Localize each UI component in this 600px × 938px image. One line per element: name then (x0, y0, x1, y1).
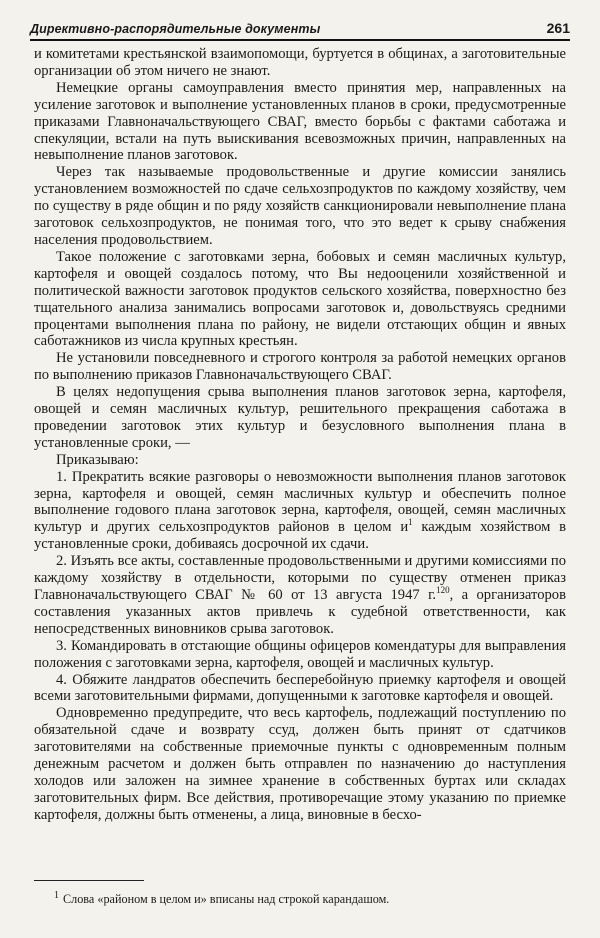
paragraph: Не установили повседневного и строгого контроля за работой немецких органов по выполнению приказов Главноначальствующего СВАГ. (34, 350, 566, 384)
header-rule (30, 39, 570, 41)
order-item-4: 4. Обяжите ландратов обеспечить бесперебойную приемку картофеля и овощей всеми заготовительными фирмами, допущенными к заготовке картофеля и овощей. (34, 671, 566, 705)
footnote (54, 888, 566, 907)
running-title: Директивно-распорядительные документы (30, 22, 321, 36)
endnote-ref: 120 (436, 585, 450, 596)
paragraph: Такое положение с заготовками зерна, бобовых и семян масличных культур, картофеля и овощей создалось потому, что Вы недооценили хозяйственной и политической важности заготовок продуктов сельского хозяйства, поверхностно без тщательного анализа занимались вопросами заготовок и, довольствуясь средними процентами выполнения плана по району, не видели отстающих общин и явных саботажников из числа крупных крестьян. (34, 248, 566, 350)
body-text (34, 46, 566, 824)
paragraph: Немецкие органы самоуправления вместо принятия мер, направленных на усиление заготовок и выполнение установленных планов в сроки, предусмотренные приказами Главноначальствующего СВАГ, вместо борьбы с фактами саботажа и спекуляции, встали на путь выискивания всевозможных причин, направленных на невыполнение планов заготовок. (34, 79, 566, 164)
footnote-rule (34, 880, 144, 881)
page-number: 261 (546, 20, 570, 36)
page-header (30, 16, 570, 36)
footnote-ref: 1 (408, 517, 413, 528)
footnote-marker: 1 (54, 890, 59, 901)
paragraph: и комитетами крестьянской взаимопомощи, буртуется в общинах, а заготовительные организации об этом ничего не знают. (34, 46, 566, 79)
paragraph: Приказываю: (56, 451, 139, 468)
paragraph: В целях недопущения срыва выполнения планов заготовок зерна, картофеля, овощей и семян масличных культур, решительного прекращения саботажа в проведении заготовок этих культур и безусловного выполнения плана в установленные сроки, — (34, 384, 566, 451)
order-item-1: 1. Прекратить всякие разговоры о невозможности выполнения планов заготовок зерна, картофеля и овощей, семян масличных культур и обеспечить полное выполнение годового плана заготовок зерна, картофеля, овощей, семян масличных культур и других сельхозпродуктов районов в целом $и^1$ каждым хозяйством в установленные сроки, добиваясь досрочной их сдачи. (34, 468, 566, 553)
paragraph: Одновременно предупредите, что весь картофель, подлежащий поступлению по обязательной сдаче и возврату ссуд, должен быть принят от сдатчиков заготовителями на собственные приемочные пункты с одновременным полным денежным расчетом и должен быть отправлен по назначению до наступления холодов или заложен на зимнее хранение в собственных буртах или складах заготовительных фирм. Все действия, противоречащие этому указанию по приемке картофеля, должны быть отменены, а лица, виновные в бесхо- (34, 705, 566, 823)
order-item-3: 3. Командировать в отстающие общины офицеров комендатуры для выправления положения с заготовками зерна, картофеля, овощей и масличных культур. (34, 637, 566, 671)
footnote-text: Слова «районом в целом и» вписаны над строкой карандашом. (63, 892, 390, 907)
order-item-2: 2. Изъять все акты, составленные продовольственными и другими комиссиями по каждому хозяйству в отдельности, которыми по существу отменен приказ Главноначальствующего СВАГ № 60 от 13 августа 1947 г.$^{120}$, а организаторов составления указанных актов привлечь к судебной ответственности, как непосредственных виновников срыва заготовок. (34, 553, 566, 637)
paragraph: Через так называемые продовольственные и другие комиссии занялись установлением возможностей по сдаче сельхозпродуктов по каждому хозяйству, чем по существу в ряде общин и по ряду хозяйств санкционировали невыполнение плана заготовок сельхозпродуктов, не понимая того, что это ведет к срыву снабжения населения продовольствием. (34, 164, 566, 248)
